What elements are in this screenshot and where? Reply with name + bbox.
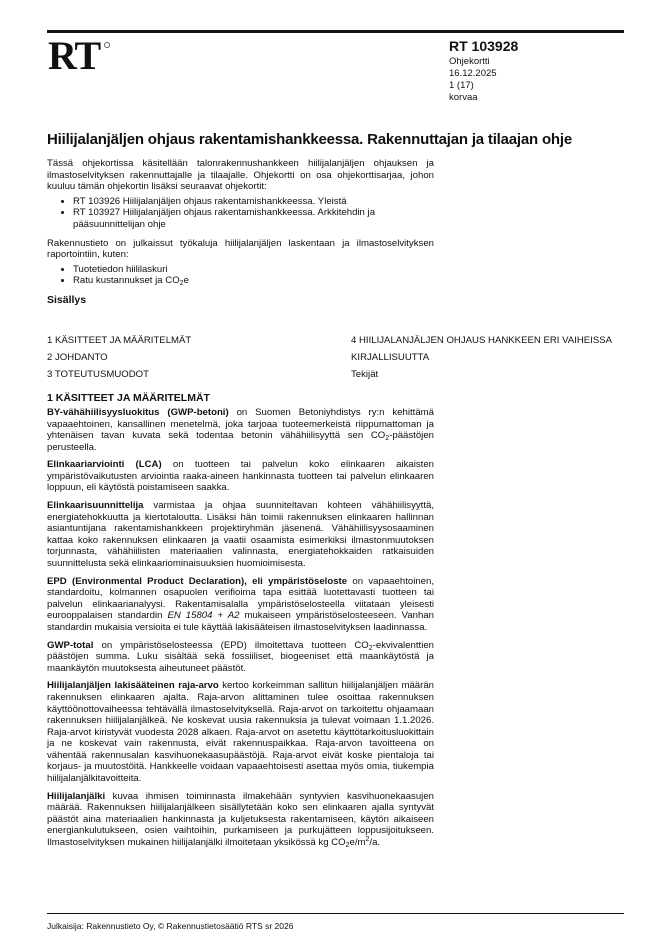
- toc-item[interactable]: 1 KÄSITTEET JA MÄÄRITELMÄT: [47, 335, 192, 346]
- toc-item[interactable]: 3 TOTEUTUSMUODOT: [47, 369, 149, 380]
- definition-paragraph: Elinkaariarviointi (LCA) on tuotteen tai palvelun koko elinkaaren aikaisten ympäristövaikutusten arviointia raaka-aineen hankinnasta tuotteen tai palvelun elinkaaren loppuun, eli käytöstä poistamiseen saakka.: [47, 459, 434, 494]
- toc-item[interactable]: 2 JOHDANTO: [47, 352, 108, 363]
- rt-logo-mark: [48, 38, 112, 72]
- list-item: • Tuotetiedon hiililaskuri: [73, 264, 434, 276]
- definition-paragraph: Elinkaarisuunnittelija varmistaa ja ohjaa suunniteltavan kohteen vähähiilisyyttä, energiatehokkuutta ja kiertotaloutta. Lisäksi hän toimii rakennuksen elinkaaren hallinnan asiantuntijana rakentamishankkeen projektiryhmän jäsenenä. Vähähiilisyysosaaminen kattaa koko rakennuksen elinkaaren ja vaatii osaamista esimerkiksi ilmastonmuutoksen torjunnasta, vähähiilisten materiaalien valinnasta, energiatehokkaiden ratkaisuiden suunnittelusta sekä elinkaariominaisuuksien huomioimisesta.: [47, 500, 434, 569]
- intro-paragraph-1: Tässä ohjekortissa käsitellään talonrakennushankkeen hiilijalanjäljen ohjauksen ja ilmastoselvityksen rakennuttajalle ja tilaajalle. Ohjekortti on osa ohjekorttisarjaa, johon kuuluu tämän ohjekortin lisäksi seuraavat ohjekortit:: [47, 158, 434, 193]
- page-title: Hiilijalanjäljen ohjaus rakentamishankkeessa. Rakennuttajan ja tilaajan ohje: [47, 131, 573, 148]
- definition-paragraph: Hiilijalanjäljen lakisääteinen raja-arvo kertoo korkeimman sallitun hiilijalanjäljen määrän rakennuksen elinkaaren ajalta. Raja-arvon alittaminen tulee osoittaa rakennuksen käyttöönottovaiheessa tehtävällä ilmastoselvityksellä. Raja-arvot on tarkoitettu ohjaamaan rakennuksen hiilijalanjälkeä. Ne koskevat uusia rakennuksia ja tulevat voimaan 1.1.2026. Raja-arvot kiristyvät vuodesta 2028 alkaen. Raja-arvot on asetettu käyttötarkoitusluokittain ja ne koskevat vain rakennusta, eivät rakennuspaikkaa. Raja-arvon tavoitteena on vähentää rakennusalan kasvihuonekaasupäästöjä. Raja-arvot eivät koske pientaloja tai korjaus- ja muutostöitä. Hankkeelle voidaan vapaaehtoisesti asettaa myös omia, tiukempia hiilijalanjälkitavoitteita.: [47, 680, 434, 784]
- doc-type: Ohjekortti: [449, 56, 490, 67]
- list-item: • RT 103927 Hiilijalanjäljen ohjaus rakentamishankkeessa. Arkkitehdin ja pääsuunnittelijan ohje: [73, 207, 434, 230]
- toc-item[interactable]: 4 HIILIJALANJÄLJEN OHJAUS HANKKEEN ERI VAIHEISSA: [351, 335, 613, 346]
- definition-paragraph: BY-vähähiilisyysluokitus (GWP-betoni) on Suomen Betoniyhdistys ry:n kehittämä vapaaehtoinen, kansallinen menetelmä, joka tarjoaa tuoteemerkeistä riippumattoman ja yhtenäisen tavan kuvata sekä todentaa betonin vähähiilisyyttä sen $CO_2$-päästöjen perusteella.: [47, 407, 434, 453]
- definitions-section: [47, 407, 434, 854]
- replaces-label: korvaa: [449, 92, 478, 103]
- intro-section: [47, 158, 434, 314]
- toc-heading: Sisällys: [47, 293, 87, 306]
- footer-publisher: Julkaisija: Rakennustieto Oy, © Rakennustietosäätiö RTS sr 2026: [47, 921, 294, 931]
- document-meta: [449, 38, 518, 104]
- registered-mark-icon: [104, 42, 109, 47]
- section-heading: 1 KÄSITTEET JA MÄÄRITELMÄT: [47, 392, 210, 404]
- doc-code: RT 103928: [449, 38, 519, 54]
- page-count: 1 (17): [449, 80, 474, 91]
- doc-date: 16.12.2025: [449, 68, 497, 79]
- tools-list: [47, 264, 434, 287]
- rt-logo-text: RT: [48, 38, 101, 72]
- footer-rule: [47, 913, 624, 914]
- definition-paragraph: GWP-total on ympäristöselosteessa (EPD) ilmoitettava tuotteen $CO_2$-ekvivalenttien päästöjen summa. Luku sisältää sekä fossiiliset, biogeeniset että maankäytöstä ja maankäytön muutoksesta aiheutuneet päästöt.: [47, 639, 434, 674]
- intro-paragraph-2: Rakennustieto on julkaissut työkaluja hiilijalanjäljen laskentaan ja ilmastoselvityksen raportointiin, kuten:: [47, 237, 434, 261]
- related-cards-list: [47, 196, 434, 231]
- rt-logo: [48, 38, 112, 77]
- list-item: • Ratu kustannukset ja $CO_2e$: [73, 275, 434, 287]
- definition-paragraph: Hiilijalanjälki kuvaa ihmisen toiminnasta ilmakehään syntyvien kasvihuonekaasujen määrää. Rakennuksen hiilijalanjälkeen sisällytetään koko sen elinkaaren ajalla syntyvät päästöt aina materiaalien hankinnasta ja kuljetuksesta rakentamiseen, käytön aikaiseen energiankulutukseen, osien vaihtoihin, purkamiseen ja purkujätteen loppusijoitukseen. Ilmastoselvityksen mukainen hiilijalanjälki ilmoitetaan yksikössä kg $CO_2e/m^2/a$.: [47, 790, 434, 849]
- top-rule: [47, 30, 624, 33]
- toc-item[interactable]: KIRJALLISUUTTA: [351, 352, 430, 363]
- toc-item[interactable]: Tekijät: [351, 369, 379, 380]
- list-item: • RT 103926 Hiilijalanjäljen ohjaus rakentamishankkeessa. Yleistä: [73, 196, 434, 208]
- definition-paragraph: EPD (Environmental Product Declaration), eli ympäristöseloste on vapaaehtoinen, standardoitu, kolmannen osapuolen verifioima tapa esittää luotettavasti tuotteen tai palvelun elinkaarianalyysi. Rakentamisalalla ympäristöselosteella viitataan yleisesti eurooppalaisen standardin EN 15804 + A2 mukaiseen ympäristöselosteeseen. Vanhan standardin mukaisia versioita ei tule käyttää lakisääteisen ilmastoselvityksen laadinnassa.: [47, 575, 435, 633]
